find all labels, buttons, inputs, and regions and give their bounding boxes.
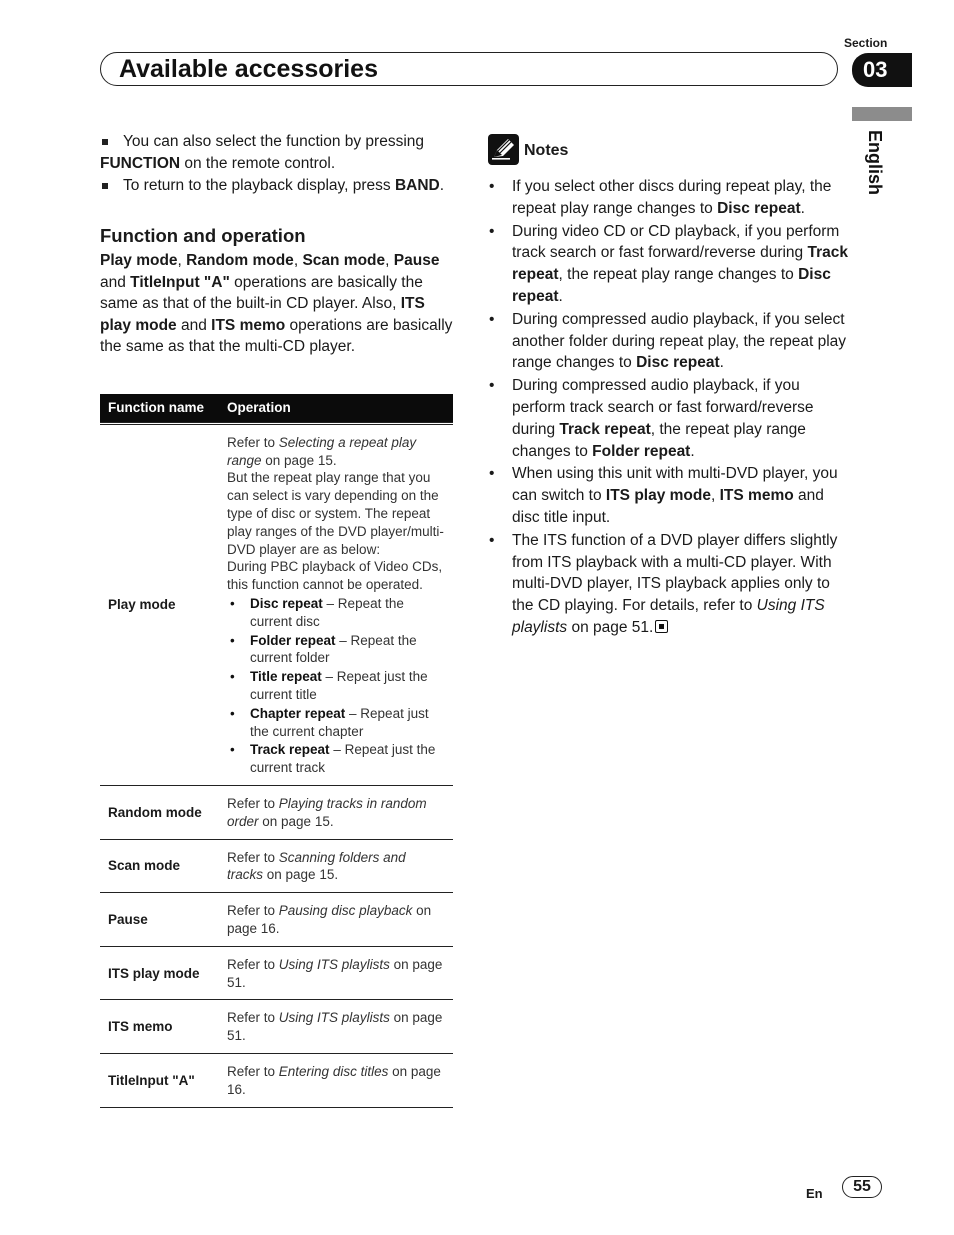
list-item: • Title repeat – Repeat just the current title xyxy=(230,669,428,702)
repeat-range-list xyxy=(227,595,445,777)
list-item: You can also select the function by pressing FUNCTION on the remote control. xyxy=(100,133,425,172)
notes-column xyxy=(488,134,848,640)
list-item: • Chapter repeat – Repeat just the current chapter xyxy=(230,705,429,739)
list-item: To return to the playback display, press BAND. xyxy=(100,175,453,197)
bullet-icon: • xyxy=(230,669,235,685)
section-label: Section xyxy=(844,36,888,50)
table-row xyxy=(100,423,453,785)
function-name: Random mode xyxy=(100,785,219,839)
table-row xyxy=(100,1053,453,1107)
bullet-icon: • xyxy=(489,531,495,549)
function-name: Play mode xyxy=(100,423,219,785)
section-heading: Function and operation xyxy=(100,224,306,246)
square-bullet-icon xyxy=(102,139,108,145)
function-name: TitleInput "A" xyxy=(100,1053,219,1107)
left-column xyxy=(100,131,453,358)
bullet-icon: • xyxy=(489,222,495,240)
intro-bullet-list xyxy=(100,131,453,197)
list-item: • During compressed audio playback, if you perform track search or fast forward/reverse during Track repeat, the repeat play range changes to Folder repeat. xyxy=(489,377,814,460)
table-row xyxy=(100,839,453,893)
page-number: 55 xyxy=(842,1176,882,1198)
table-row xyxy=(100,946,453,1000)
operation-cell: Refer to Entering disc titles on page 16. xyxy=(219,1053,453,1107)
function-name: Pause xyxy=(100,893,219,947)
operation-cell: Refer to Using ITS playlists on page 51. xyxy=(219,1000,453,1054)
column-header-function: Function name xyxy=(100,394,219,423)
bullet-icon: • xyxy=(489,178,495,195)
column-header-operation: Operation xyxy=(219,394,453,423)
bullet-icon: • xyxy=(489,465,495,483)
body-paragraph: Play mode, Random mode, Scan mode, Pause and TitleInput "A" operations are basically the same as that of the built-in CD player. Also, ITS play mode and ITS memo operations are basically the same as that the multi-CD player. xyxy=(100,252,453,355)
operation-cell: Refer to Pausing disc playback on page 16. xyxy=(219,893,453,947)
list-item: • Disc repeat – Repeat the current disc xyxy=(230,595,404,629)
title-bar xyxy=(100,52,838,86)
pencil-note-icon xyxy=(488,134,519,165)
bullet-icon: • xyxy=(489,377,495,395)
function-table xyxy=(100,394,453,1108)
list-item: • During compressed audio playback, if you select another folder during repeat play, the repeat play range changes to Disc repeat. xyxy=(489,310,847,372)
language-tab-marker xyxy=(852,107,912,121)
notes-list xyxy=(488,176,848,639)
operation-cell: Refer to Playing tracks in random order on page 15. xyxy=(219,785,453,839)
page-title: Available accessories xyxy=(119,55,378,83)
section-number-badge: 03 xyxy=(852,53,912,87)
table-row xyxy=(100,785,453,839)
operation-cell: Refer to Using ITS playlists on page 51. xyxy=(219,946,453,1000)
list-item: • During video CD or CD playback, if you perform track search or fast forward/reverse during Track repeat, the repeat play range changes to Disc repeat. xyxy=(489,222,848,305)
bullet-icon: • xyxy=(489,310,495,328)
operation-cell: Refer to Selecting a repeat play range on page 15. But the repeat play range that you can select is vary depending on the type of disc or system. The repeat play ranges of the DVD player/multi-DVD player are as below: During PBC playback of Video CDs, this function cannot be operated. • Disc repeat – Repeat the current disc • Folder repeat – Repeat the current folder • Title repeat – Repeat just the current title • Chapter repeat – Repeat just the current chapter • Track repeat – Repeat just the current track xyxy=(219,423,453,785)
function-name: Scan mode xyxy=(100,839,219,893)
notes-header xyxy=(488,134,848,166)
list-item: • Track repeat – Repeat just the current track xyxy=(230,742,436,776)
list-item: • When using this unit with multi-DVD player, you can switch to ITS play mode, ITS memo and disc title input. xyxy=(489,465,838,526)
operation-cell: Refer to Scanning folders and tracks on page 15. xyxy=(219,839,453,893)
end-of-section-icon xyxy=(655,620,668,633)
table-header-row xyxy=(100,394,453,423)
square-bullet-icon xyxy=(102,183,108,189)
bullet-icon: • xyxy=(230,632,235,648)
list-item: • The ITS function of a DVD player differs slightly from ITS playback with a multi-CD player. With multi-DVD player, ITS playback applies only to the CD playing. For details, refer to Using ITS playlists on page 51. xyxy=(489,531,838,636)
list-item: • Folder repeat – Repeat the current folder xyxy=(230,632,417,666)
table-row xyxy=(100,893,453,947)
bullet-icon: • xyxy=(230,595,235,611)
language-side-label: English xyxy=(865,130,885,196)
list-item: • If you select other discs during repeat play, the repeat play range changes to Disc repeat. xyxy=(489,178,832,217)
function-name: ITS memo xyxy=(100,1000,219,1054)
notes-title: Notes xyxy=(524,142,569,159)
bullet-icon: • xyxy=(230,742,235,758)
function-name: ITS play mode xyxy=(100,946,219,1000)
footer-language: En xyxy=(806,1186,823,1201)
table-row xyxy=(100,1000,453,1054)
bullet-icon: • xyxy=(230,705,235,721)
